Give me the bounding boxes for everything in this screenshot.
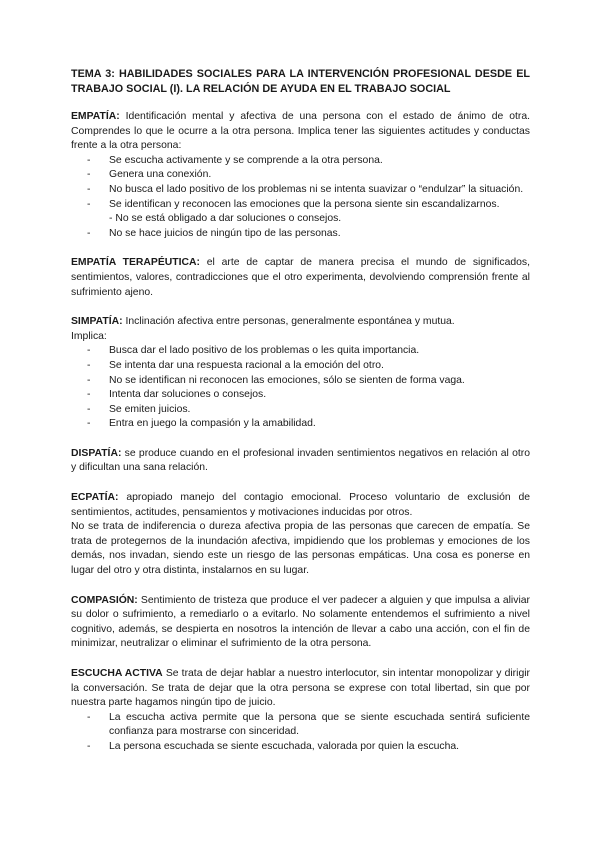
- list-item: - Se escucha activamente y se comprende a la otra persona.: [109, 154, 530, 169]
- section-empatia-terapeutica: [71, 256, 530, 300]
- section-compasion: [71, 594, 530, 652]
- term-heading: ECPATÍA:: [71, 492, 119, 504]
- term-heading: ESCUCHA ACTIVA: [71, 668, 163, 679]
- list-item: - Intenta dar soluciones o consejos.: [109, 388, 530, 403]
- term-heading: COMPASIÓN:: [71, 594, 138, 606]
- list-item: - La escucha activa permite que la persona que se siente escuchada sentirá suficiente confianza para mostrarse con sinceridad.: [109, 711, 530, 740]
- term-heading: EMPATÍA:: [71, 111, 120, 122]
- paragraph: [71, 110, 530, 154]
- paragraph: [71, 594, 530, 652]
- section-escucha-activa: [71, 667, 530, 755]
- paragraph: [71, 491, 530, 520]
- definition-text: el arte de captar de manera precisa el mundo de significados, sentimientos, valores, contradicciones que el otro experimenta, devolviendo comprensión frente al sufrimiento ajeno.: [71, 257, 531, 298]
- list-item: - Se emiten juicios.: [109, 403, 530, 418]
- list-item: - No busca el lado positivo de los problemas ni se intenta suavizar o “endulzar” la situación.: [109, 183, 530, 198]
- term-heading: DISPATÍA:: [71, 447, 122, 459]
- definition-text: se produce cuando en el profesional invaden sentimientos negativos en relación al otro y dificultan una sana relación.: [71, 447, 530, 474]
- list-item: - Se identifican y reconocen las emociones que la persona siente sin escandalizarnos.: [109, 198, 530, 213]
- section-empatia: [71, 110, 530, 241]
- document-title: TEMA 3: HABILIDADES SOCIALES PARA LA INTERVENCIÓN PROFESIONAL DESDE EL TRABAJO SOCIAL (I). LA RELACIÓN DE AYUDA EN EL TRABAJO SOCIAL: [71, 68, 530, 95]
- bullet-list: [71, 711, 530, 755]
- term-heading: EMPATÍA TERAPÉUTICA:: [71, 257, 200, 269]
- bullet-list: [71, 344, 530, 432]
- list-item: - La persona escuchada se siente escuchada, valorada por quien la escucha.: [109, 740, 530, 755]
- list-item: - Se intenta dar una respuesta racional a la emoción del otro.: [109, 359, 530, 374]
- definition-text: Inclinación afectiva entre personas, generalmente espontánea y mutua.: [122, 316, 455, 328]
- definition-text: Se trata de dejar hablar a nuestro interlocutor, sin intentar monopolizar y dirigir la conversación. Se trata de dejar que la otra persona se exprese con total libertad, sin que por nuestra parte hagamos ningún tipo de juicio.: [71, 668, 530, 709]
- definition-text: Identificación mental y afectiva de una persona con el estado de ánimo de otra. Comprendes lo que le ocurre a la otra persona. Implica tener las siguientes actitudes y conductas frente a la otra persona:: [71, 111, 530, 152]
- section-ecpatia: [71, 491, 530, 579]
- paragraph: [71, 315, 530, 330]
- list-item: - Busca dar el lado positivo de los problemas o les quita importancia.: [109, 344, 530, 359]
- term-heading: SIMPATÍA:: [71, 316, 123, 328]
- list-item: - No se identifican ni reconocen las emociones, sólo se sienten de forma vaga.: [109, 374, 530, 389]
- list-subline: - No se está obligado a dar soluciones o consejos.: [109, 213, 342, 225]
- definition-text: Sentimiento de tristeza que produce el ver padecer a alguien y que impulsa a aliviar su dolor o sufrimiento, a remediarlo o a evitarlo. No solamente entendemos el sufrimiento a nivel cognitivo, además, se despierta en nosotros la intención de llevar a cabo una acción, con el fin de minimizar, neutralizar o eliminar el sufrimiento de la otra persona.: [71, 594, 530, 650]
- document-page: [71, 67, 530, 770]
- paragraph: [71, 447, 530, 476]
- list-intro: Implica:: [71, 330, 107, 342]
- paragraph: No se trata de indiferencia o dureza afectiva propia de las personas que carecen de empatía. Se trata de protegernos de la inundación afectiva, impidiendo que los problemas y emociones de los demás, nos invadan, siendo este un riesgo de las personas empáticas. Una cosa es ponerse en lugar del otro y otra distinta, instalarnos en su lugar.: [71, 521, 530, 577]
- list-item: - Genera una conexión.: [109, 168, 530, 183]
- section-dispatia: [71, 447, 530, 476]
- definition-text: apropiado manejo del contagio emocional. Proceso voluntario de exclusión de sentimientos, actitudes, pensamientos y motivaciones inducidas por otros.: [71, 492, 530, 518]
- list-item: - No se hace juicios de ningún tipo de las personas.: [109, 227, 530, 242]
- list-item: - Entra en juego la compasión y la amabilidad.: [109, 417, 530, 432]
- paragraph: [71, 256, 530, 300]
- section-simpatia: [71, 315, 530, 432]
- bullet-list: [71, 154, 530, 242]
- paragraph: [71, 667, 530, 711]
